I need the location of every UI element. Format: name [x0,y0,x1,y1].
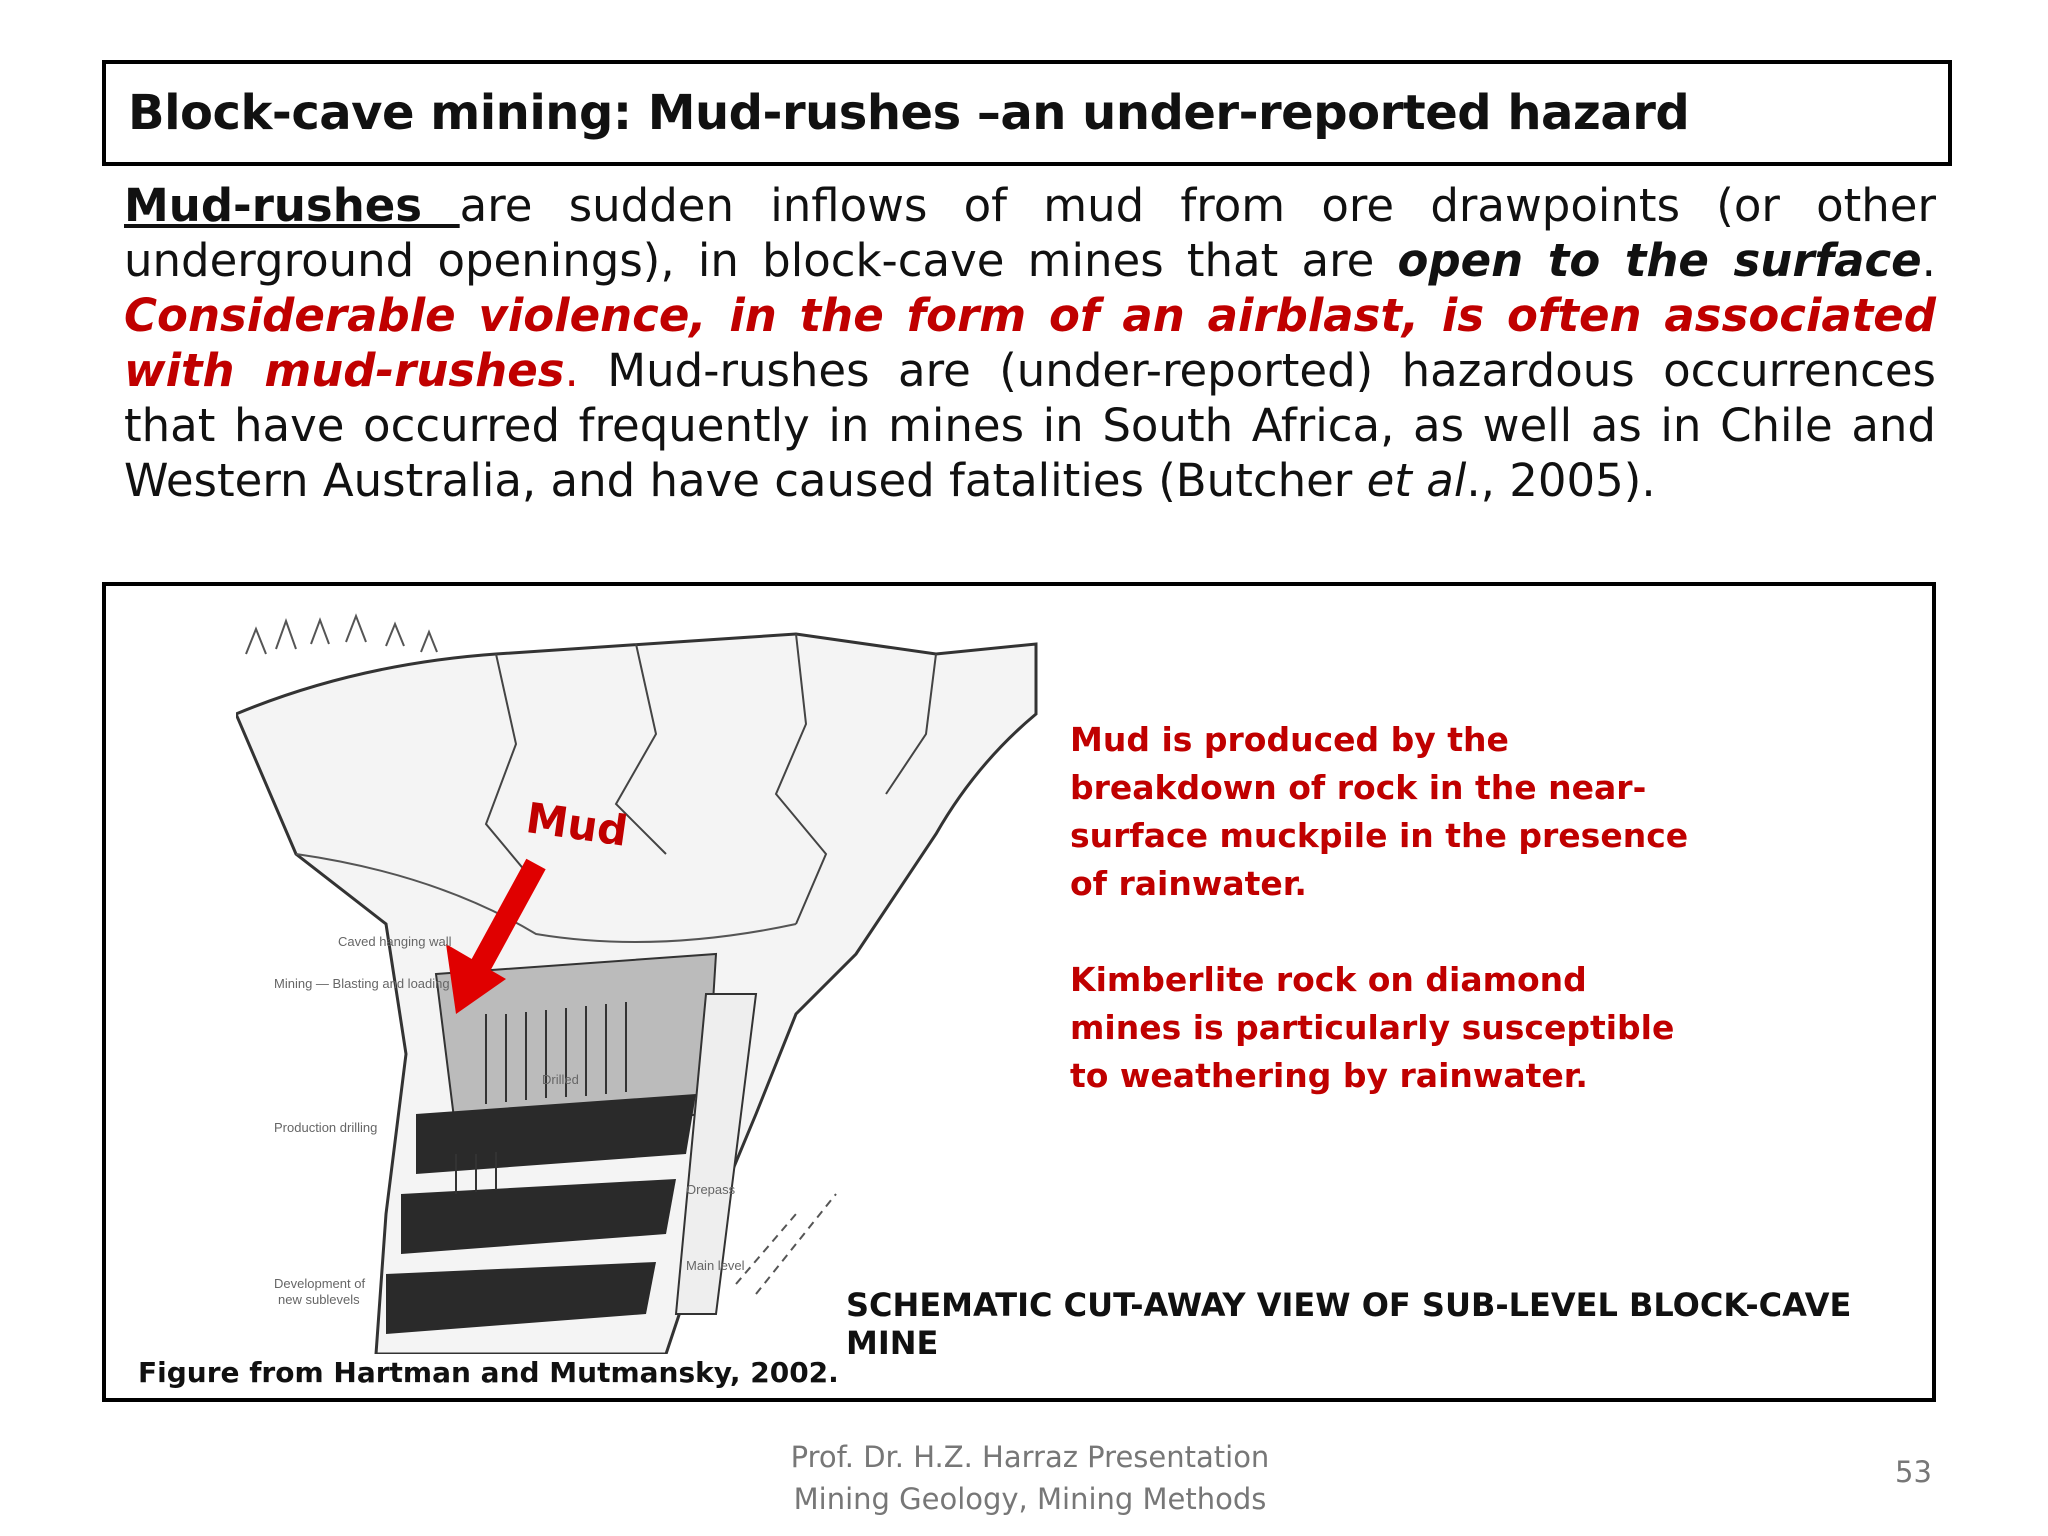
para-text-1: are sudden inflows of mud from ore drawpoints (or other underground openings), in block-cave mines that are [124,179,1936,287]
para-text-3: Mud-rushes are (under-reported) hazardous occurrences that have occurred frequently in mines in South Africa, as well as in Chile and Western Australia, and have caused fatalities (Butcher [124,344,1936,507]
body-paragraph [124,178,1936,508]
label-development: Development of [274,1276,366,1291]
footer-line-2: Mining Geology, Mining Methods [793,1482,1267,1516]
para-red-warning: Considerable violence, in the form of an airblast, is often associated with mud-rushes [124,289,1936,397]
term-mud-rushes: Mud-rushes [124,179,460,232]
label-development-2: new sublevels [278,1292,360,1307]
mud-label: Mud [523,793,631,856]
label-mining: Mining — Blasting and loading [274,976,450,991]
label-drilled: Drilled [542,1072,579,1087]
label-caved-hanging-wall: Caved hanging wall [338,934,452,949]
label-production-drilling: Production drilling [274,1120,378,1135]
figure-caption: SCHEMATIC CUT-AWAY VIEW OF SUB-LEVEL BLOCK-CAVE MINE [846,1286,1852,1362]
note-mud-production: Mud is produced by the breakdown of rock in the near-surface muckpile in the presence of rainwater. [1070,720,1689,903]
note-kimberlite: Kimberlite rock on diamond mines is particularly susceptible to weathering by rainwater. [1070,960,1675,1095]
slide-title: Block-cave mining: Mud-rushes –an under-reported hazard [128,85,1690,141]
para-emphasis: open to the surface [1397,234,1922,287]
para-text-4: ., 2005). [1466,454,1656,507]
block-cave-sketch [236,594,1056,1354]
figure-notes [1070,716,1690,1148]
label-orepass: Orepass [686,1182,736,1197]
title-box [102,60,1952,166]
footer-line-1: Prof. Dr. H.Z. Harraz Presentation [790,1440,1270,1474]
para-text-2: . [1921,234,1936,287]
label-main-level: Main level [686,1258,745,1273]
figure-box [102,582,1936,1402]
para-etal: et al [1366,454,1467,507]
page-number: 53 [1895,1455,1932,1489]
para-red-dot: . [564,344,579,397]
footer [700,1436,1360,1520]
figure-source: Figure from Hartman and Mutmansky, 2002. [138,1356,839,1389]
